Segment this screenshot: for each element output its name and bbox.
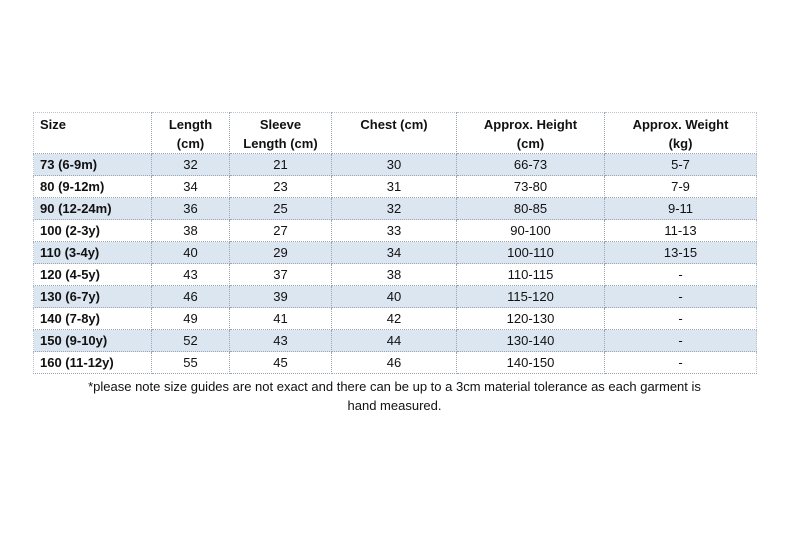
sleeve-cell: 43: [230, 330, 332, 352]
size-chart: [33, 112, 756, 415]
size-cell: 150 (9-10y): [34, 330, 152, 352]
length-cell: 32: [152, 154, 230, 176]
header-length: Length (cm): [152, 113, 230, 154]
length-cell: 38: [152, 220, 230, 242]
chest-cell: 32: [332, 198, 457, 220]
chest-cell: 31: [332, 176, 457, 198]
length-cell: 46: [152, 286, 230, 308]
weight-cell: 13-15: [605, 242, 757, 264]
size-cell: 120 (4-5y): [34, 264, 152, 286]
length-cell: 36: [152, 198, 230, 220]
sleeve-cell: 39: [230, 286, 332, 308]
size-cell: 160 (11-12y): [34, 352, 152, 374]
chest-cell: 42: [332, 308, 457, 330]
height-cell: 120-130: [457, 308, 605, 330]
weight-cell: -: [605, 286, 757, 308]
sleeve-cell: 25: [230, 198, 332, 220]
weight-cell: -: [605, 330, 757, 352]
height-cell: 100-110: [457, 242, 605, 264]
sleeve-cell: 23: [230, 176, 332, 198]
sleeve-cell: 37: [230, 264, 332, 286]
size-cell: 73 (6-9m): [34, 154, 152, 176]
footnote-line-2: hand measured.: [347, 398, 442, 413]
table-row: [34, 242, 757, 264]
size-cell: 140 (7-8y): [34, 308, 152, 330]
table-row: [34, 220, 757, 242]
length-cell: 40: [152, 242, 230, 264]
table-row: [34, 352, 757, 374]
size-cell: 130 (6-7y): [34, 286, 152, 308]
length-cell: 52: [152, 330, 230, 352]
weight-cell: 11-13: [605, 220, 757, 242]
chest-cell: 38: [332, 264, 457, 286]
weight-cell: -: [605, 264, 757, 286]
length-cell: 34: [152, 176, 230, 198]
length-cell: 55: [152, 352, 230, 374]
header-sleeve-length: Sleeve Length (cm): [230, 113, 332, 154]
height-cell: 80-85: [457, 198, 605, 220]
weight-cell: -: [605, 352, 757, 374]
table-row: [34, 308, 757, 330]
weight-cell: 9-11: [605, 198, 757, 220]
chest-cell: 44: [332, 330, 457, 352]
header-approx-height: Approx. Height (cm): [457, 113, 605, 154]
chest-cell: 34: [332, 242, 457, 264]
table-row: [34, 264, 757, 286]
size-cell: 90 (12-24m): [34, 198, 152, 220]
table-row: [34, 330, 757, 352]
chest-cell: 33: [332, 220, 457, 242]
size-cell: 80 (9-12m): [34, 176, 152, 198]
length-cell: 49: [152, 308, 230, 330]
chest-cell: 40: [332, 286, 457, 308]
header-chest: Chest (cm): [332, 113, 457, 154]
table-row: [34, 154, 757, 176]
header-row: [34, 113, 757, 154]
chest-cell: 30: [332, 154, 457, 176]
sleeve-cell: 41: [230, 308, 332, 330]
height-cell: 90-100: [457, 220, 605, 242]
height-cell: 66-73: [457, 154, 605, 176]
chest-cell: 46: [332, 352, 457, 374]
weight-cell: 5-7: [605, 154, 757, 176]
height-cell: 130-140: [457, 330, 605, 352]
sleeve-cell: 21: [230, 154, 332, 176]
length-cell: 43: [152, 264, 230, 286]
sleeve-cell: 27: [230, 220, 332, 242]
height-cell: 73-80: [457, 176, 605, 198]
weight-cell: -: [605, 308, 757, 330]
sleeve-cell: 29: [230, 242, 332, 264]
height-cell: 110-115: [457, 264, 605, 286]
size-chart-table: [33, 112, 757, 374]
table-row: [34, 198, 757, 220]
table-row: [34, 176, 757, 198]
height-cell: 140-150: [457, 352, 605, 374]
sleeve-cell: 45: [230, 352, 332, 374]
header-size: Size: [34, 113, 152, 154]
table-row: [34, 286, 757, 308]
weight-cell: 7-9: [605, 176, 757, 198]
size-cell: 100 (2-3y): [34, 220, 152, 242]
footnote: [33, 377, 756, 415]
header-approx-weight: Approx. Weight (kg): [605, 113, 757, 154]
height-cell: 115-120: [457, 286, 605, 308]
footnote-line-1: *please note size guides are not exact and there can be up to a 3cm material tolerance as each garment is: [88, 379, 701, 394]
size-cell: 110 (3-4y): [34, 242, 152, 264]
